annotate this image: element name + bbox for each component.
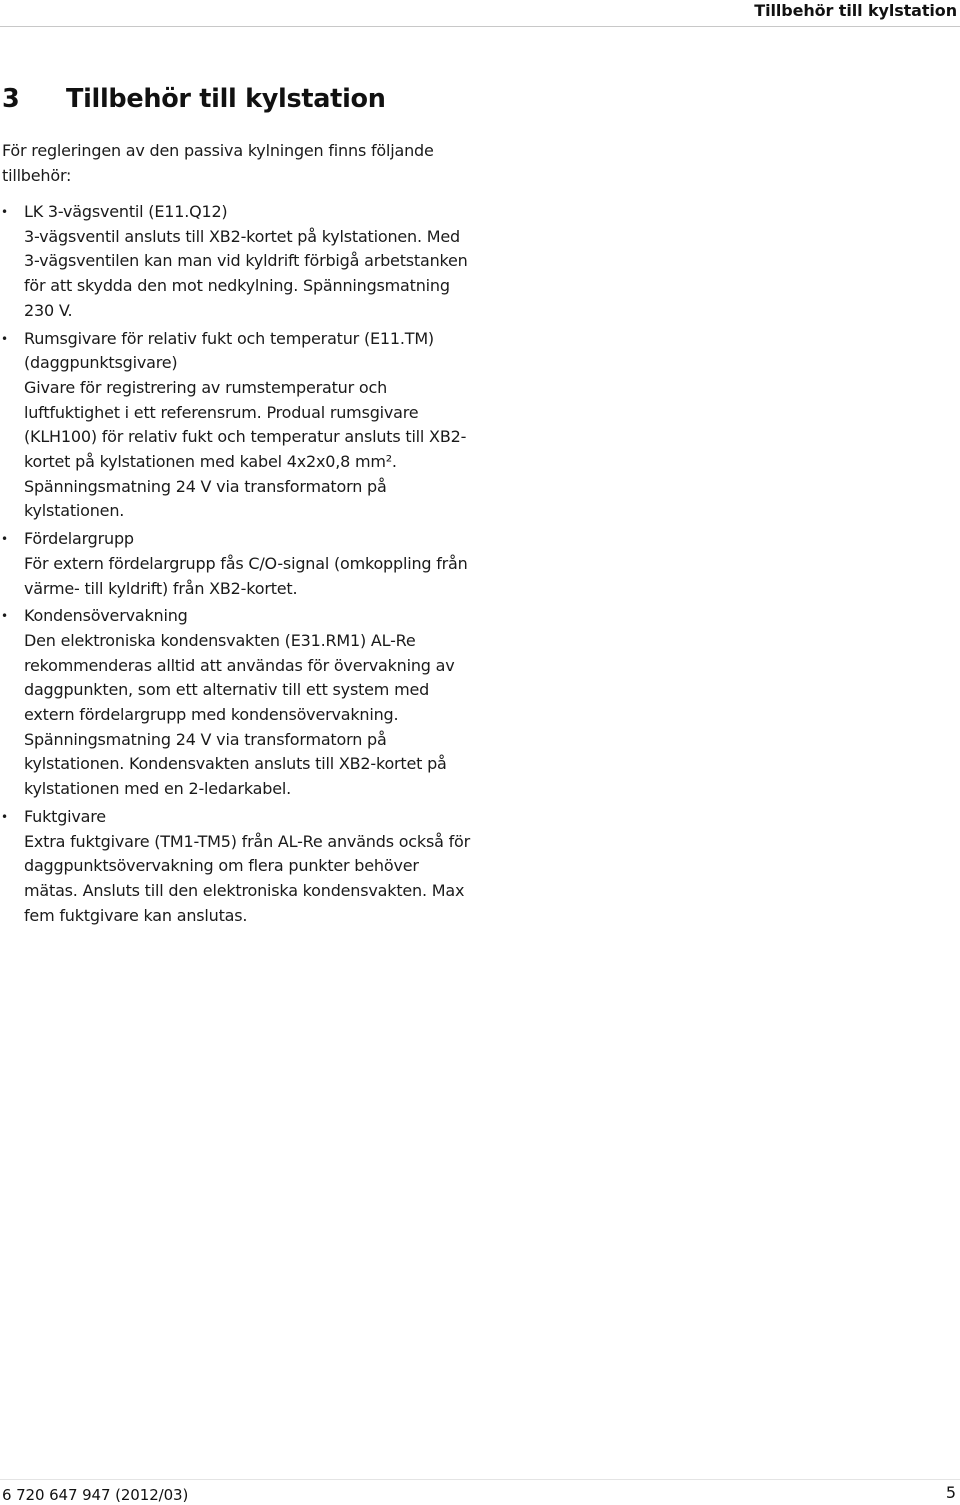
item-title: Rumsgivare för relativ fukt och temperatur (E11.TM) (daggpunktsgivare) [24,328,434,373]
running-header-title: Tillbehör till kylstation [754,1,957,20]
item-text: Den elektroniska kondensvakten (E31.RM1) AL-Re rekommenderas alltid att användas för övervakning av daggpunkten, som ett alternativ till ett system med extern fördelargrupp med kondensövervakning. Spänningsmatning 24 V via transformatorn på kylstationen. Kondensvakten ansluts till XB2-kortet på kylstationen med en 2-ledarkabel. [24,630,455,799]
bullet-icon: • [1,205,8,219]
bullet-icon: • [1,809,8,824]
item-text: Extra fuktgivare (TM1-TM5) från AL-Re används också för daggpunktsövervakning om flera punkter behöver mätas. Ansluts till den elektroniska kondensvakten. Max fem fuktgivare kan anslutas. [24,831,470,925]
item-text-part: Givare för registrering av rumstemperatur och luftfuktighet i ett referensrum. Produal rumsgivare (KLH100) för relativ fukt och temperatur ansluts till XB2-kortet på kylstationen med kabel 4x2x0,8 mm². [24,377,467,472]
footer-page-number: 5 [945,1483,956,1502]
item-title: Fördelargrupp [24,529,134,549]
intro-paragraph: För regleringen av den passiva kylningen finns följande tillbehör: [2,141,434,185]
bullet-icon: • [1,532,8,547]
footer-document-number: 6 720 647 947 (2012/03) [2,1486,189,1504]
list-item-distribution-group [0,527,470,601]
list-item-room-sensor [0,327,470,525]
item-text: För extern fördelargrupp fås C/O-signal (omkoppling från värme- till kyldrift) från XB2-kortet. [24,553,468,598]
bullet-icon: • [1,609,8,624]
item-title: LK 3-vägsventil (E11.Q12) [24,202,228,221]
bullet-icon: • [1,331,8,346]
item-text [24,376,470,524]
footer-divider [0,1479,960,1480]
item-text-part: Spänningsmatning 24 V via transformatorn på kylstationen. [24,476,387,521]
list-item-3-way-valve [0,200,470,324]
chapter-heading [2,84,386,114]
list-item-condensation-monitoring [0,604,470,802]
item-title: Fuktgivare [24,806,106,826]
running-header [0,0,960,27]
item-title: Kondensövervakning [24,606,188,626]
chapter-number: 3 [2,84,20,114]
item-text: 3-vägsventil ansluts till XB2-kortet på kylstationen. Med 3-vägsventilen kan man vid kyldrift förbigå arbetstanken för att skydda den mot nedkylning. Spänningsmatning 230 V. [24,226,468,320]
chapter-title: Tillbehör till kylstation [66,84,386,114]
accessory-list [0,200,470,931]
list-item-humidity-sensor [0,805,470,929]
